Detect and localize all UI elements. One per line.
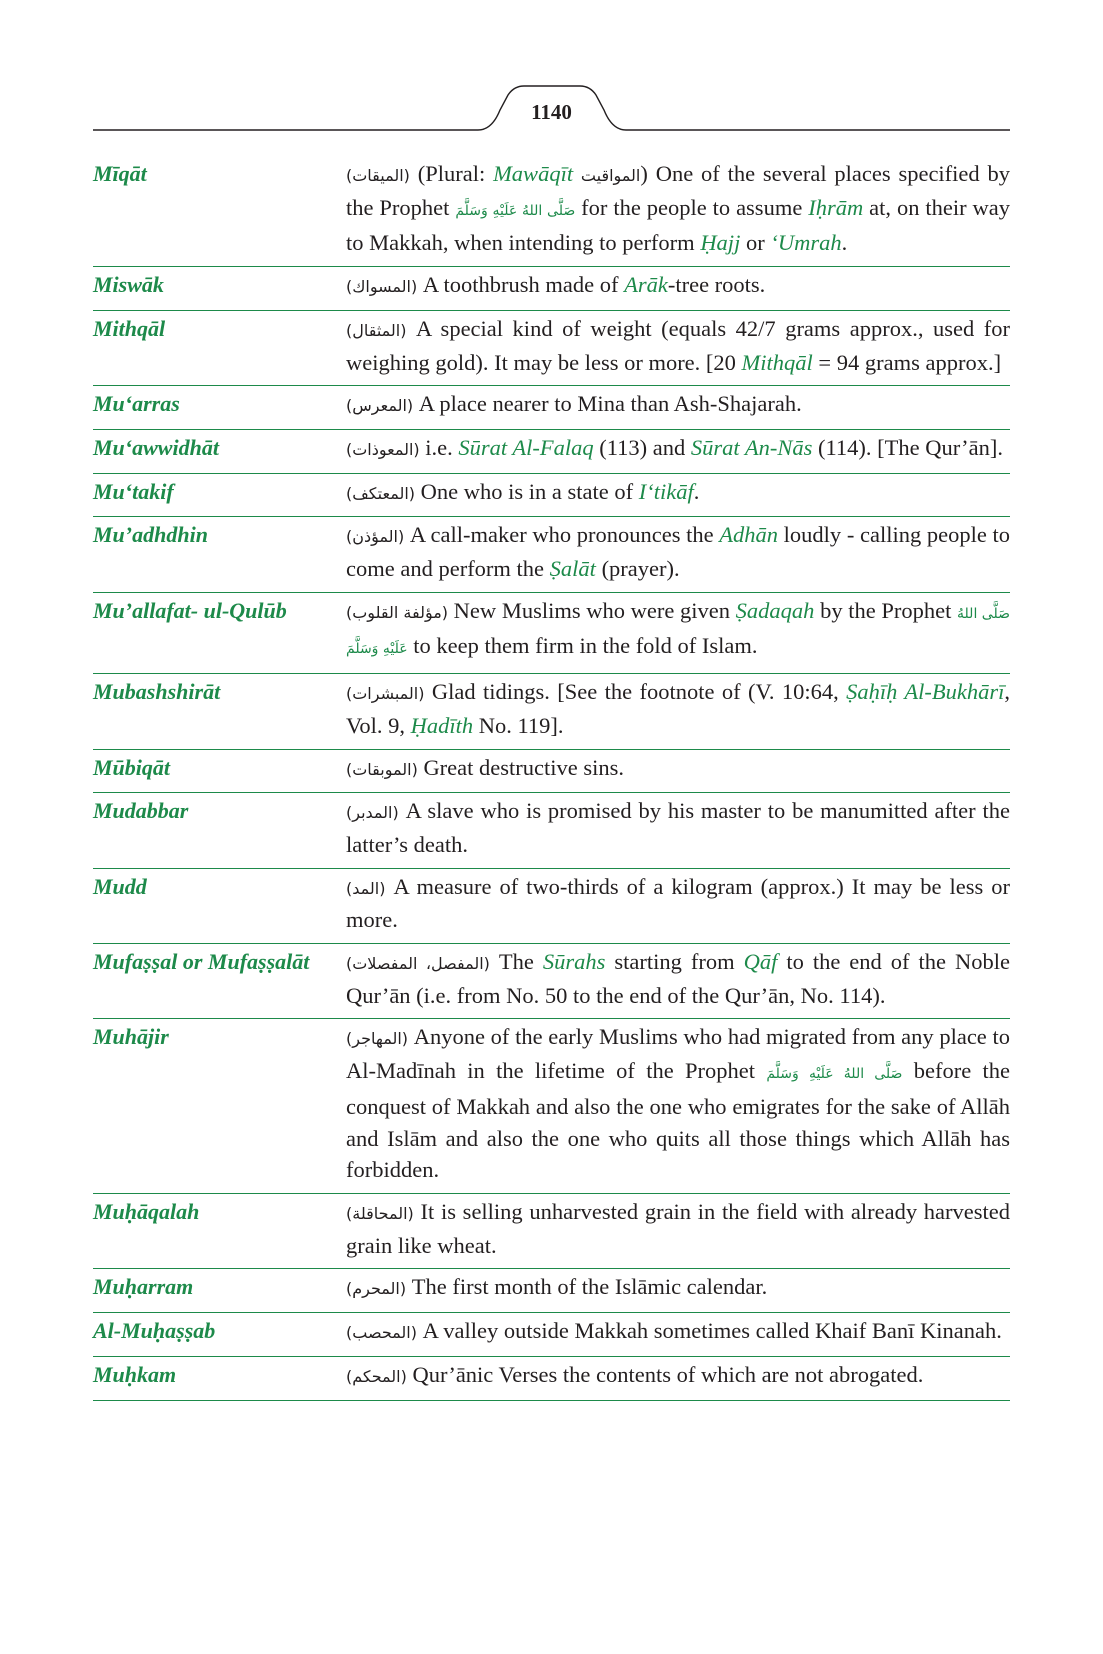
honorific-calligraphy: صَلَّى اللهُ عَلَيْهِ وَسَلَّمَ [346,605,1010,658]
glossary-entry [93,750,1010,794]
glossary-entry [93,1357,1010,1401]
definition-text: at, on their way to Makkah, when intending to perform [346,194,1011,256]
arabic-term: (المبشرات) [346,684,425,704]
definition-text: One who is in a state of [415,478,639,504]
transliterated-term: Mawāqīt [493,161,574,186]
transliterated-term: Ṣalāt [549,556,596,582]
page-header [0,0,1103,140]
glossary-term: Mu’allafat- ul-Qulūb [93,597,287,623]
glossary-definition [346,871,1010,936]
arabic-term: (المسواك) [346,277,418,297]
definition-text: Glad tidings. [See the footnote of (V. 10:64, [424,679,847,705]
arabic-term: (المؤذن) [346,527,405,547]
arabic-term: (المثقال) [346,320,407,340]
definition-text: = 94 grams approx.] [812,349,1002,375]
arabic-term: (المعوذات) [346,439,420,459]
glossary-term: Mufaṣṣal or Mufaṣṣalāt [93,949,310,975]
glossary-definition [346,432,1010,466]
definition-text: . [841,230,848,256]
definition-text [573,161,581,186]
glossary-list [93,156,1010,1401]
definition-text: A toothbrush made of [417,272,625,298]
definition-text: before the conquest of Makkah and also the one who emigrates for the sake of Allāh and Islām and also the one who quits all those things which Allāh has forbidden. [346,1058,1010,1183]
definition-text: A valley outside Makkah sometimes called Khaif Banī Kinanah. [416,1318,1002,1344]
transliterated-term: Arāk [624,272,668,298]
definition-text: New Muslims who were given [448,597,736,623]
glossary-definition [346,795,1010,860]
definition-text: A special kind of weight (equals 42/7 grams approx., used for weighing gold). It may be less or more. [20 [346,315,1010,375]
transliterated-term: Ṣadaqah [735,597,815,623]
glossary-term: Al-Muḥaṣṣab [93,1318,216,1344]
arabic-term: (المعرس) [346,396,414,416]
glossary-term: Mūbiqāt [93,754,171,780]
definition-text: or [740,230,771,256]
glossary-term: Mu‘awwidhāt [93,434,219,460]
definition-text: (Plural: [409,161,494,186]
definition-text: Qur’ānic Verses the contents of which are not abrogated. [406,1361,924,1387]
definition-text: ) One of the several places specified by the Prophet [346,161,1010,220]
glossary-definition [346,476,1010,510]
glossary-definition [346,1196,1010,1261]
honorific-calligraphy: صَلَّى اللهُ عَلَيْهِ وَسَلَّمَ [455,202,576,219]
definition-text: The first month of the Islāmic calendar. [406,1274,768,1300]
definition-text: i.e. [419,434,459,460]
glossary-entry [93,1269,1010,1313]
definition-text: -tree roots. [667,272,766,298]
glossary-entry [93,474,1010,518]
glossary-definition [346,1359,1010,1393]
definition-text: A place nearer to Mina than Ash-Shajarah. [413,391,802,417]
definition-text: A call-maker who pronounces the [404,522,720,548]
arabic-term: (المحكم) [346,1366,407,1386]
definition-text: No. 119]. [473,712,564,738]
glossary-entry [93,1019,1010,1194]
transliterated-term: Ḥajj [700,230,741,256]
definition-text: The [489,949,543,975]
glossary-term: Muhājir [93,1024,169,1050]
transliterated-term: Iḥrām [808,194,864,220]
glossary-definition [346,269,1010,303]
arabic-term: (المد) [346,878,386,898]
glossary-term: Mīqāt [93,161,147,186]
transliterated-term: Adhān [719,522,779,548]
glossary-term: Mithqāl [93,315,166,341]
glossary-term: Mudd [93,873,147,899]
glossary-entry [93,793,1010,868]
arabic-term: (الموبقات) [346,759,418,779]
transliterated-term: Ḥadīth [410,712,474,738]
glossary-definition [346,519,1010,584]
glossary-entry [93,267,1010,311]
glossary-entry [93,944,1010,1019]
glossary-definition [346,752,1010,786]
definition-text: loudly - calling people to come and perform the [346,522,1010,582]
arabic-term: (المفصل، المفصلات) [346,954,490,974]
glossary-definition [346,676,1010,741]
glossary-definition [346,1021,1010,1186]
definition-text: to keep them firm in the fold of Islam. [407,633,758,659]
glossary-term: Mubashshirāt [93,679,221,705]
definition-text: A slave who is promised by his master to be manumitted after the latter’s death. [346,798,1010,857]
glossary-term: Mudabbar [93,798,189,824]
arabic-term: (المدبر) [346,803,399,823]
glossary-definition [346,158,1010,259]
glossary-term: Mu‘takif [93,478,174,504]
transliterated-term: Sūrahs [542,949,606,975]
transliterated-term: ‘Umrah [770,230,842,256]
definition-text: (prayer). [595,556,680,582]
definition-text: for the people to assume [575,194,809,220]
transliterated-term: Sūrat An-Nās [690,434,813,460]
definition-text: A measure of two-thirds of a kilogram (approx.) It may be less or more. [346,873,1010,933]
transliterated-term: Sūrat Al-Falaq [458,434,594,460]
definition-text: by the Prophet [814,597,958,623]
definition-text: . [693,478,700,504]
definition-text: , Vol. 9, [346,679,1011,738]
glossary-definition [346,595,1010,666]
transliterated-term: I‘tikāf [638,478,694,504]
glossary-entry [93,1313,1010,1357]
definition-text: Great destructive sins. [417,754,625,780]
arabic-term: (المهاجر) [346,1029,409,1049]
glossary-term: Muḥāqalah [93,1198,200,1224]
glossary-entry [93,869,1010,944]
glossary-entry [93,386,1010,430]
glossary-definition [346,1315,1010,1349]
arabic-term: (المحاقلة) [346,1203,414,1223]
glossary-definition [346,313,1010,378]
definition-text: Anyone of the early Muslims who had migrated from any place to Al-Madīnah in the lifetime of the Prophet [346,1024,1010,1084]
arabic-term: (المحرم) [346,1279,407,1299]
glossary-entry [93,311,1010,386]
transliterated-term: Mithqāl [741,349,813,375]
page-number: 1140 [531,100,572,124]
glossary-entry [93,517,1010,592]
glossary-term: Muḥarram [93,1274,194,1300]
glossary-definition [346,1271,1010,1305]
arabic-term: المواقيت [580,166,641,185]
glossary-entry [93,430,1010,474]
glossary-entry [93,156,1010,267]
transliterated-term: Qāf [743,949,778,975]
glossary-term: Mu‘arras [93,391,180,417]
definition-text: It is selling unharvested grain in the field with already harvested grain like wheat. [346,1198,1010,1258]
definition-text: to the end of the Noble Qur’ān (i.e. from No. 50 to the end of the Qur’ān, No. 114). [346,949,1010,1008]
arabic-term: (المحصب) [346,1323,417,1343]
arabic-term: (المعتكف) [346,483,415,503]
definition-text: starting from [605,949,744,975]
glossary-term: Muḥkam [93,1361,177,1387]
glossary-definition [346,388,1010,422]
glossary-entry [93,1194,1010,1269]
definition-text: (114). [The Qur’ān]. [812,434,1003,460]
glossary-term: Miswāk [93,272,164,298]
glossary-definition [346,946,1010,1011]
arabic-term: (الميقات) [346,166,410,185]
transliterated-term: Ṣaḥīḥ Al-Bukhārī [846,679,1005,705]
glossary-term: Mu’adhdhin [93,522,208,548]
arabic-term: (مؤلفة القلوب) [346,602,449,622]
glossary-entry [93,674,1010,749]
glossary-entry [93,593,1010,674]
definition-text: (113) and [593,434,691,460]
honorific-calligraphy: صَلَّى اللهُ عَلَيْهِ وَسَلَّمَ [766,1066,903,1083]
